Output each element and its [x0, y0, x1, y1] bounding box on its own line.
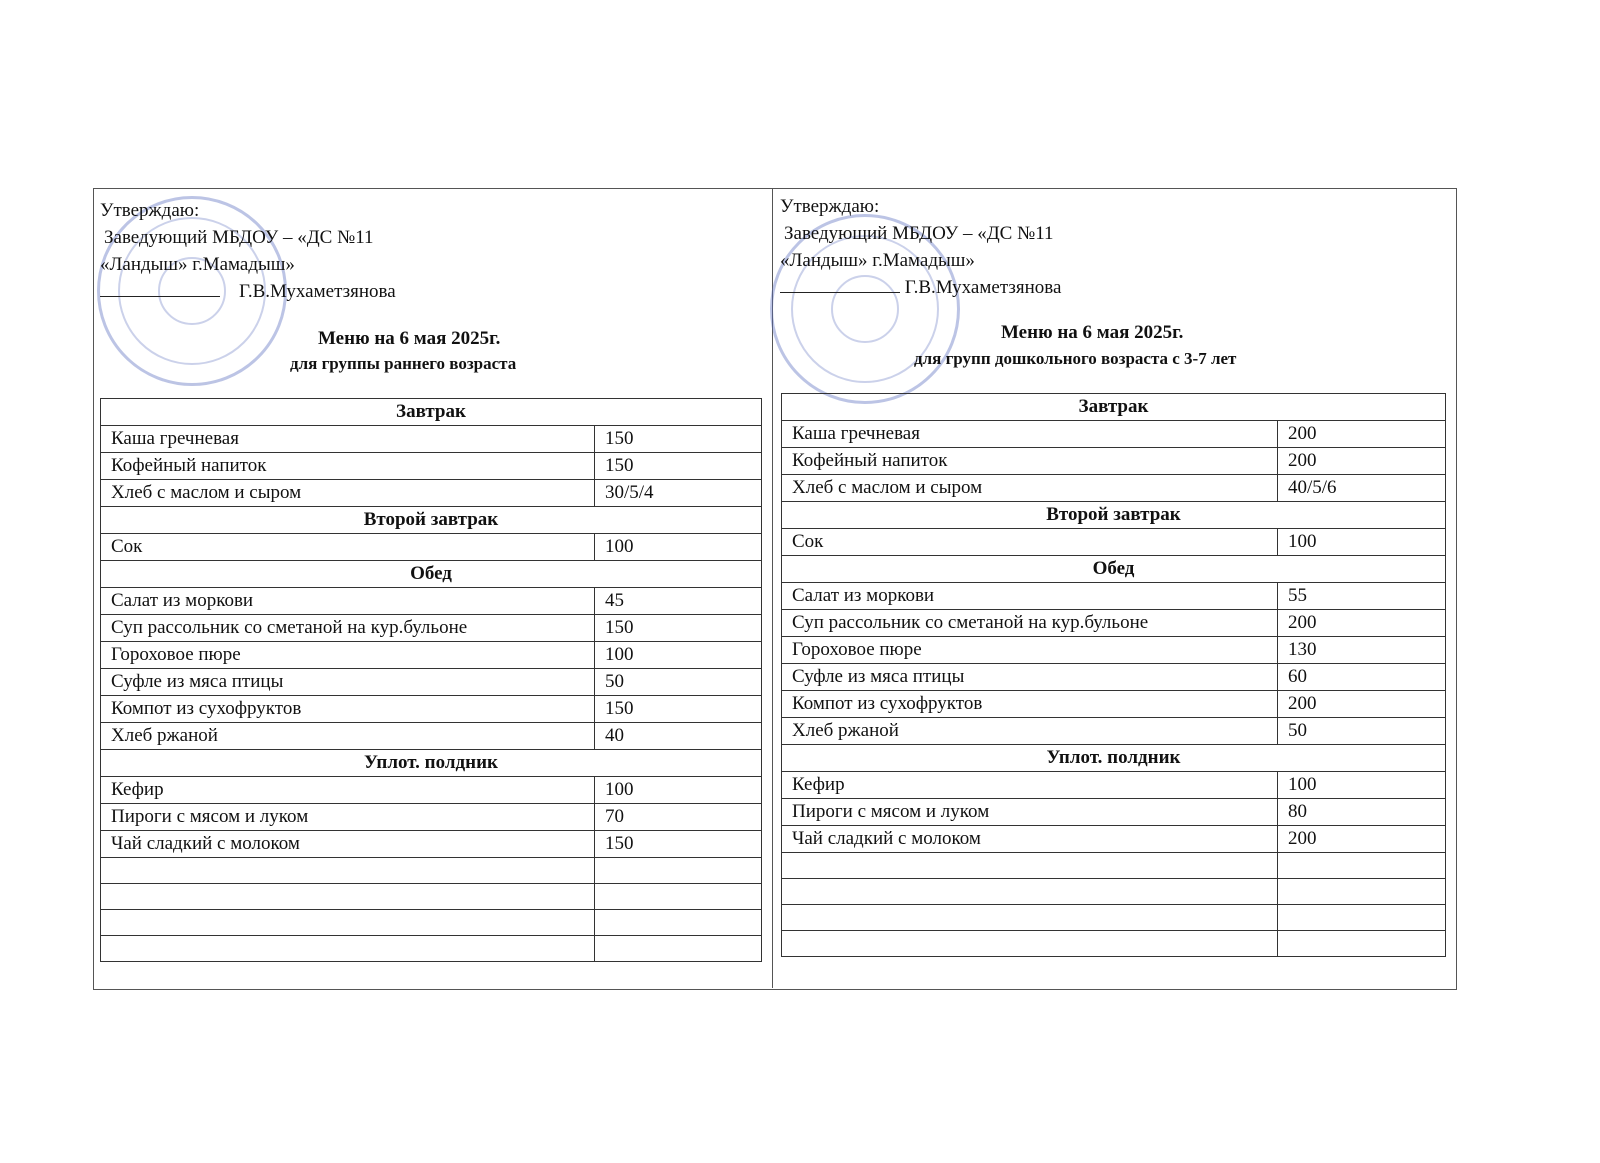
approval-block-right: [780, 193, 1061, 301]
dish-quantity: [1278, 905, 1446, 931]
dish-quantity: 100: [595, 777, 762, 804]
dish-name: Каша гречневая: [101, 426, 595, 453]
dish-name: Гороховое пюре: [782, 637, 1278, 664]
dish-quantity: 200: [1278, 448, 1446, 475]
dish-quantity: 150: [595, 426, 762, 453]
dish-row: [782, 583, 1446, 610]
dish-name: Компот из сухофруктов: [101, 696, 595, 723]
dish-name: Хлеб ржаной: [101, 723, 595, 750]
approval-block-left: [100, 197, 396, 305]
dish-row: [101, 615, 762, 642]
dish-name: [782, 853, 1278, 879]
section-row: [101, 399, 762, 426]
dish-row: [782, 448, 1446, 475]
dish-row: [782, 529, 1446, 556]
dish-quantity: 200: [1278, 610, 1446, 637]
section-row: [782, 556, 1446, 583]
dish-name: [101, 884, 595, 910]
dish-row: [782, 475, 1446, 502]
approve-label: Утверждаю:: [100, 200, 200, 221]
dish-name: Кефир: [101, 777, 595, 804]
dish-name: [101, 910, 595, 936]
section-row: [101, 750, 762, 777]
dish-quantity: 55: [1278, 583, 1446, 610]
dish-name: Хлеб с маслом и сыром: [782, 475, 1278, 502]
dish-row: [101, 453, 762, 480]
dish-row: [101, 426, 762, 453]
dish-quantity: [1278, 853, 1446, 879]
dish-quantity: [595, 910, 762, 936]
dish-name: Салат из моркови: [101, 588, 595, 615]
menu-subtitle-left: для группы раннего возраста: [290, 354, 517, 373]
dish-quantity: 150: [595, 831, 762, 858]
dish-row: [101, 910, 762, 936]
signature-line: [100, 280, 220, 297]
section-heading: Обед: [101, 561, 762, 588]
section-row: [101, 507, 762, 534]
dish-row: [782, 610, 1446, 637]
menu-title-left: Меню на 6 мая 2025г.: [318, 328, 501, 349]
section-heading: Завтрак: [101, 399, 762, 426]
dish-name: Пироги с мясом и луком: [782, 799, 1278, 826]
dish-name: Суфле из мяса птицы: [101, 669, 595, 696]
dish-quantity: 130: [1278, 637, 1446, 664]
dish-quantity: 30/5/4: [595, 480, 762, 507]
dish-row: [101, 669, 762, 696]
dish-quantity: [595, 936, 762, 962]
dish-quantity: 50: [1278, 718, 1446, 745]
menu-subtitle-right: для групп дошкольного возраста с 3-7 лет: [914, 349, 1237, 368]
dish-row: [101, 480, 762, 507]
dish-row: [782, 799, 1446, 826]
dish-row: [782, 931, 1446, 957]
dish-name: Чай сладкий с молоком: [782, 826, 1278, 853]
dish-row: [101, 534, 762, 561]
dish-name: [101, 858, 595, 884]
dish-name: Каша гречневая: [782, 421, 1278, 448]
dish-row: [101, 804, 762, 831]
dish-row: [782, 905, 1446, 931]
dish-name: Салат из моркови: [782, 583, 1278, 610]
dish-name: Сок: [101, 534, 595, 561]
dish-row: [782, 879, 1446, 905]
dish-name: Суп рассольник со сметаной на кур.бульоне: [782, 610, 1278, 637]
signature-line: [780, 276, 900, 293]
dish-row: [101, 642, 762, 669]
approver-name: Г.В.Мухаметзянова: [904, 277, 1062, 298]
dish-row: [782, 718, 1446, 745]
dish-row: [101, 777, 762, 804]
dish-name: Суп рассольник со сметаной на кур.бульоне: [101, 615, 595, 642]
dish-quantity: 150: [595, 615, 762, 642]
dish-name: Гороховое пюре: [101, 642, 595, 669]
section-row: [782, 394, 1446, 421]
dish-quantity: 150: [595, 696, 762, 723]
dish-row: [101, 696, 762, 723]
dish-row: [782, 664, 1446, 691]
dish-quantity: [1278, 879, 1446, 905]
dish-row: [782, 637, 1446, 664]
dish-name: Кефир: [782, 772, 1278, 799]
dish-quantity: 100: [1278, 772, 1446, 799]
dish-quantity: 100: [595, 534, 762, 561]
dish-quantity: [1278, 931, 1446, 957]
dish-row: [101, 858, 762, 884]
dish-row: [782, 772, 1446, 799]
dish-quantity: 40: [595, 723, 762, 750]
dish-row: [782, 826, 1446, 853]
section-heading: Обед: [782, 556, 1446, 583]
dish-name: [782, 931, 1278, 957]
dish-name: [782, 905, 1278, 931]
dish-quantity: 200: [1278, 421, 1446, 448]
dish-row: [782, 421, 1446, 448]
approver-position: Заведующий МБДОУ – «ДС №11: [784, 223, 1054, 244]
approve-label: Утверждаю:: [780, 196, 880, 217]
dish-quantity: [595, 884, 762, 910]
dish-quantity: 45: [595, 588, 762, 615]
dish-quantity: 100: [1278, 529, 1446, 556]
dish-name: Чай сладкий с молоком: [101, 831, 595, 858]
dish-name: Компот из сухофруктов: [782, 691, 1278, 718]
dish-quantity: 200: [1278, 826, 1446, 853]
dish-name: Суфле из мяса птицы: [782, 664, 1278, 691]
dish-quantity: 70: [595, 804, 762, 831]
dish-quantity: 80: [1278, 799, 1446, 826]
section-heading: Уплот. полдник: [101, 750, 762, 777]
menu-table-right: [781, 393, 1446, 957]
dish-row: [101, 936, 762, 962]
approver-org: «Ландыш» г.Мамадыш»: [780, 250, 975, 271]
dish-name: Хлеб ржаной: [782, 718, 1278, 745]
dish-row: [101, 588, 762, 615]
dish-row: [101, 884, 762, 910]
dish-quantity: 100: [595, 642, 762, 669]
dish-name: Хлеб с маслом и сыром: [101, 480, 595, 507]
dish-name: Пироги с мясом и луком: [101, 804, 595, 831]
dish-quantity: 50: [595, 669, 762, 696]
dish-quantity: 40/5/6: [1278, 475, 1446, 502]
section-row: [782, 745, 1446, 772]
dish-quantity: 60: [1278, 664, 1446, 691]
dish-row: [101, 723, 762, 750]
dish-name: [101, 936, 595, 962]
section-heading: Уплот. полдник: [782, 745, 1446, 772]
section-heading: Второй завтрак: [101, 507, 762, 534]
dish-row: [782, 691, 1446, 718]
approver-name: Г.В.Мухаметзянова: [239, 281, 396, 302]
dish-name: Сок: [782, 529, 1278, 556]
dish-name: Кофейный напиток: [782, 448, 1278, 475]
dish-row: [101, 831, 762, 858]
dish-name: [782, 879, 1278, 905]
section-heading: Второй завтрак: [782, 502, 1446, 529]
section-heading: Завтрак: [782, 394, 1446, 421]
dish-quantity: 200: [1278, 691, 1446, 718]
approver-position: Заведующий МБДОУ – «ДС №11: [104, 227, 374, 248]
section-row: [782, 502, 1446, 529]
approver-org: «Ландыш» г.Мамадыш»: [100, 254, 295, 275]
section-row: [101, 561, 762, 588]
dish-row: [782, 853, 1446, 879]
menu-title-right: Меню на 6 мая 2025г.: [1001, 322, 1184, 343]
dish-name: Кофейный напиток: [101, 453, 595, 480]
menu-table-left: [100, 398, 762, 962]
dish-quantity: 150: [595, 453, 762, 480]
dish-quantity: [595, 858, 762, 884]
